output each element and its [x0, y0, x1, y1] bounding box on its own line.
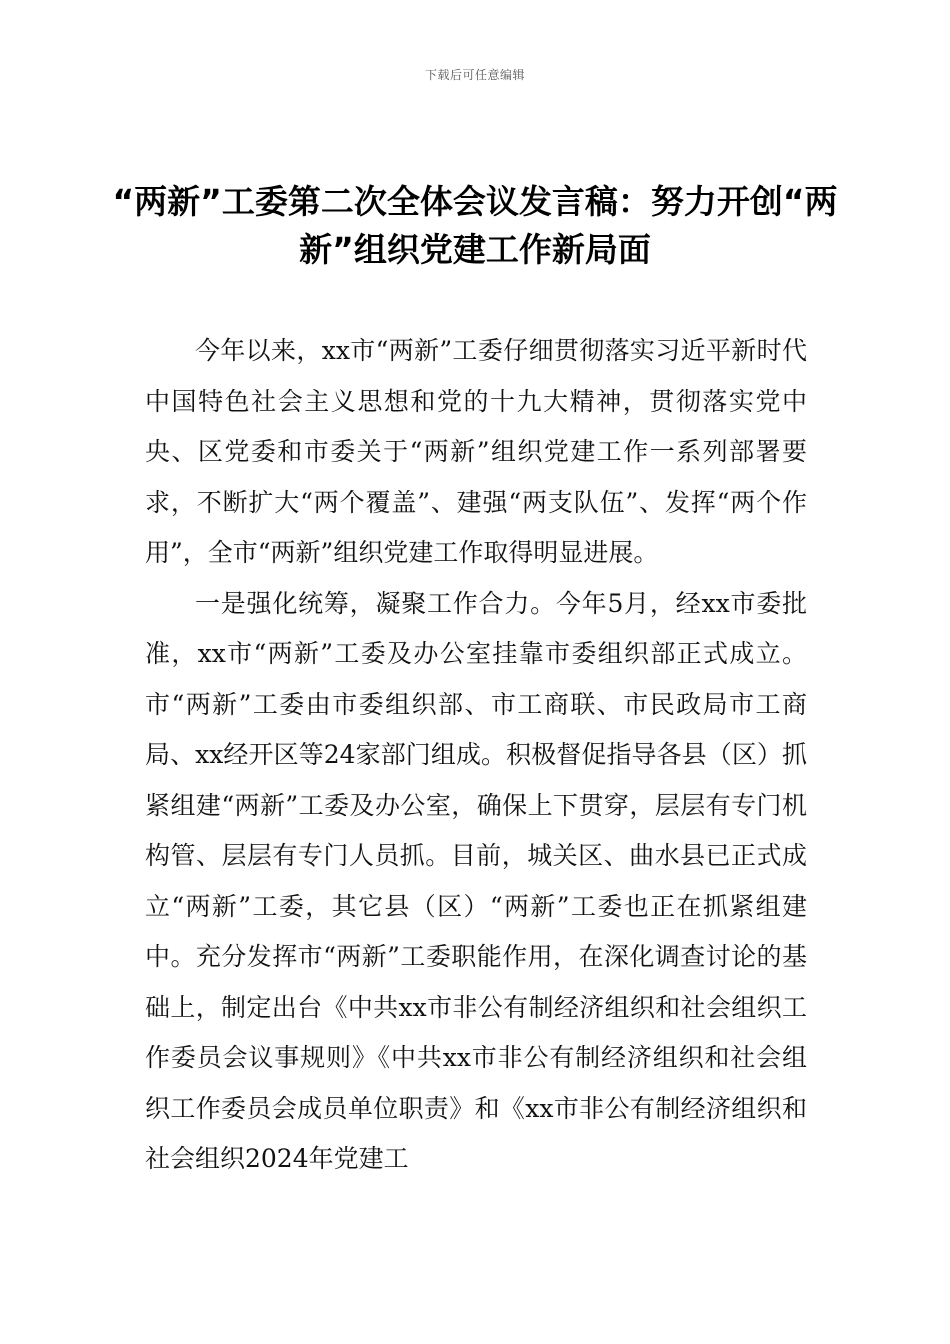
header-note: 下载后可任意编辑	[424, 68, 525, 82]
document-body	[145, 326, 807, 1185]
paragraph-intro: 今年以来，xx市“两新”工委仔细贯彻落实习近平新时代中国特色社会主义思想和党的十九大精神，贯彻落实党中央、区党委和市委关于“两新”组织党建工作一系列部署要求，不断扩大“两个覆盖”、建强“两支队伍”、发挥“两个作用”，全市“两新”组织党建工作取得明显进展。	[145, 336, 807, 567]
paragraph-point-one: 一是强化统筹，凝聚工作合力。今年5月，经xx市委批准，xx市“两新”工委及办公室挂靠市委组织部正式成立。市“两新”工委由市委组织部、市工商联、市民政局市工商局、xx经开区等24家部门组成。积极督促指导各县（区）抓紧组建“两新”工委及办公室，确保上下贯穿，层层有专门机构管、层层有专门人员抓。目前，城关区、曲水县已正式成立“两新”工委，其它县（区）“两新”工委也正在抓紧组建中。充分发挥市“两新”工委职能作用，在深化调查讨论的基础上，制定出台《中共xx市非公有制经济组织和社会组织工作委员会议事规则》《中共xx市非公有制经济组织和社会组织工作委员会成员单位职责》和《xx市非公有制经济组织和社会组织2024年党建工	[145, 588, 807, 1173]
document-title: “两新”工委第二次全体会议发言稿：努力开创“两新”组织党建工作新局面	[112, 182, 838, 269]
